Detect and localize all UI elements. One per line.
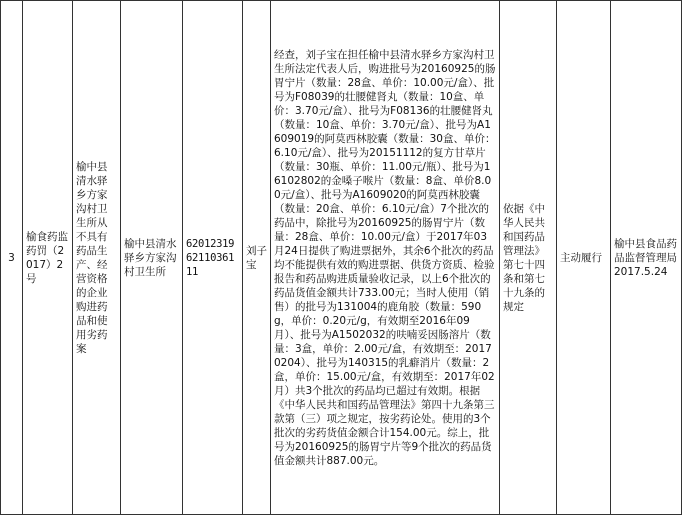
legal-basis: 依据《中华人民共和国药品管理法》第七十四条和第七十九条的规定 (500, 1, 557, 515)
table-row (1, 1, 682, 515)
legal-representative: 刘子宝 (243, 1, 271, 515)
row-index: 3 (1, 1, 23, 515)
case-number: 榆食药监药罚（2017）2号 (23, 1, 73, 515)
case-facts: 经查，刘子宝在担任榆中县清水驿乡方家沟村卫生所法定代表人后，购进批号为20160925的肠胃宁片（数量：28盒、单价：10.00元/盒）、批号为F08039的壮腰健肾丸（数量：10盒、单价：3.70元/盒）、批号为F08136的壮腰健肾丸（数量：10盒、单价：3.70元/盒）、批号为A1609019的阿莫西林胶囊（数量：30盒、单价：6.10元/盒）、批号为20151112的复方甘草片（数量：30瓶、单价：11.00元/瓶）、批号为16102802的金嗓子喉片（数量：8盒、单价8.00元/盒）、批号为A1609020的阿莫西林胶囊（数量：20盒、单价：6.10元/盒）7个批次的药品中，除批号为20160925的肠胃宁片（数量：28盒、单价：10.00元/盒）于2017年03月24日提供了购进票据外，其余6个批次的药品均不能提供有效的购进票据、供货方资质、检验报告和药品购进质量验收记录，以上6个批次的药品货值金额共计733.00元；当时人使用（销售）的批号为131004的鹿角胶（数量：590g，单价：0.20元/g，有效期至2016年09月）、批号为A1502032的呋喃妥因肠溶片（数量：3盒，单价：2.00元/盒，有效期至：20170204）、批号为140315的乳癖消片（数量：2盒，单价：15.00元/盒，有效期至：2017年02月）共3个批次的药品均已超过有效期。根据《中华人民共和国药品管理法》第四十九条第三款第（三）项之规定，按劣药论处。使用的3个批次的劣药货值金额合计154.00元。综上，批号为20160925的肠胃宁片等9个批次的药品货值金额共计887.00元。 (271, 1, 500, 515)
penalty-type: 主动履行 (557, 1, 611, 515)
authority-and-date: 榆中县食品药品监督管理局2017.5.24 (611, 1, 682, 515)
party-name: 榆中县清水驿乡方家沟村卫生所 (121, 1, 183, 515)
violation-type: 榆中县清水驿乡方家沟村卫生所从不具有药品生产、经营资格的企业购进药品和使用劣药案 (73, 1, 121, 515)
organization-code: 620123196211036111 (183, 1, 243, 515)
